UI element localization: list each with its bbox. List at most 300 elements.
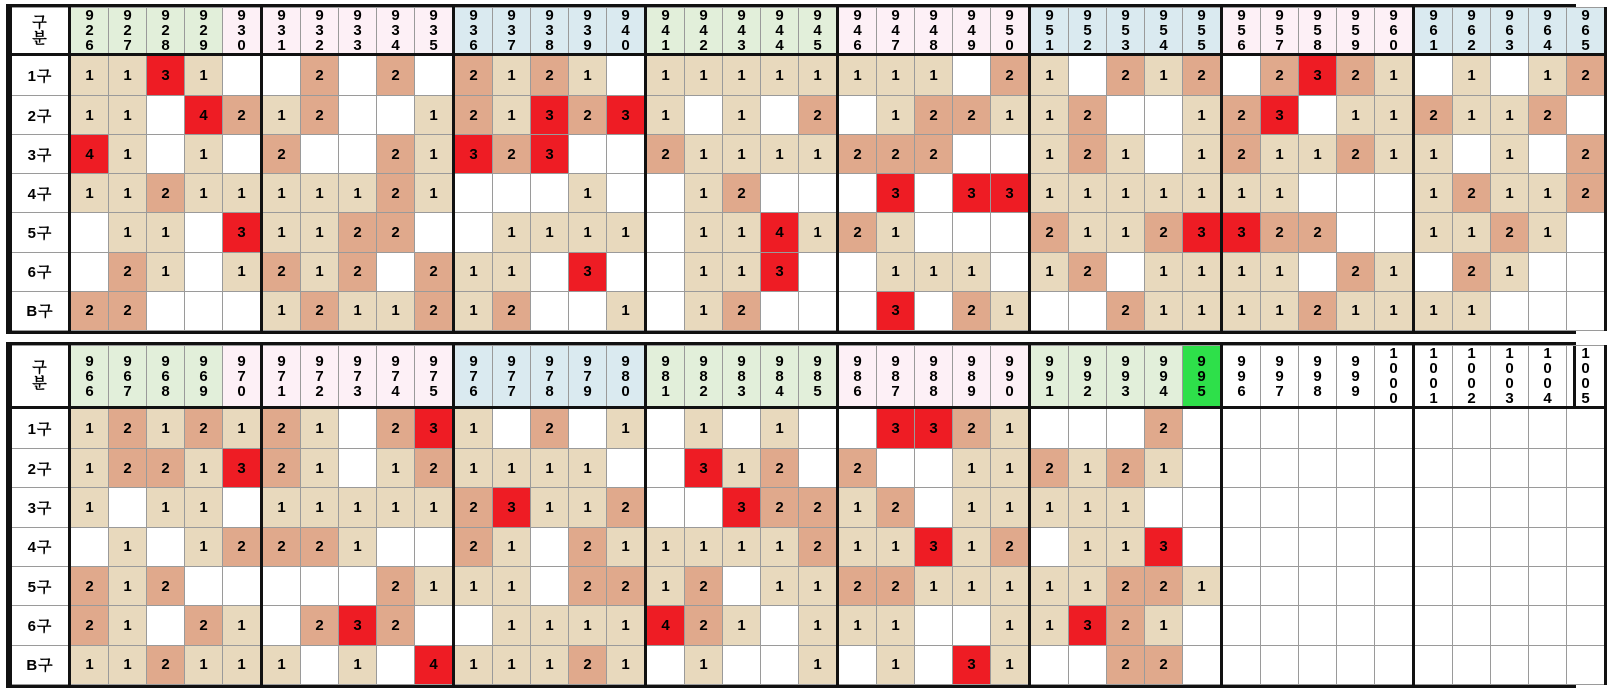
cell-976-6구: [454, 606, 493, 645]
column-header-928: [147, 8, 185, 55]
cell-930-B구: [223, 291, 262, 330]
cell-974-2구: 1: [377, 449, 415, 488]
column-header-digit: 0: [237, 37, 246, 54]
cell-975-6구: [415, 606, 454, 645]
cell-1002-3구: [1453, 488, 1491, 527]
cell-982-4구: 1: [685, 527, 723, 566]
cell-993-3구: 1: [1107, 488, 1145, 527]
cell-969-B구: 1: [185, 645, 223, 684]
cell-962-2구: 1: [1453, 95, 1491, 134]
table-row: [11, 449, 1606, 488]
cell-933-2구: [339, 95, 377, 134]
cell-989-6구: [953, 606, 991, 645]
cell-968-6구: [147, 606, 185, 645]
column-header-digit: 9: [1237, 352, 1246, 370]
column-header-digit: 3: [1121, 37, 1130, 54]
column-header-956: [1222, 8, 1261, 55]
column-header-983: [723, 346, 761, 408]
cell-979-B구: 2: [569, 645, 607, 684]
column-header-digit: 1: [1389, 345, 1398, 362]
column-header-digit: 9: [429, 352, 438, 370]
column-header-digit: 8: [929, 382, 938, 400]
column-header-digit: 3: [507, 22, 516, 39]
cell-1000-4구: [1375, 527, 1414, 566]
column-header-972: [301, 346, 339, 408]
cell-939-B구: [569, 291, 607, 330]
cell-936-4구: [454, 174, 493, 213]
column-header-digit: 9: [1275, 352, 1284, 370]
column-header-digit: 9: [583, 382, 592, 400]
row-label-1구: 1구: [11, 408, 70, 449]
cell-932-1구: 2: [301, 55, 339, 96]
cell-1000-3구: [1375, 488, 1414, 527]
column-header-digit: 9: [661, 7, 670, 24]
column-header-digit: 1: [1429, 37, 1438, 54]
column-header-digit: 9: [507, 352, 516, 370]
cell-973-1구: [339, 408, 377, 449]
table-body-top: [11, 55, 1606, 331]
cell-953-1구: 2: [1107, 55, 1145, 96]
column-header-digit: 9: [199, 37, 208, 54]
cell-987-4구: 1: [877, 527, 915, 566]
cell-972-4구: 2: [301, 527, 339, 566]
cell-998-4구: [1299, 527, 1337, 566]
cell-956-4구: 1: [1222, 174, 1261, 213]
column-header-digit: 8: [929, 367, 938, 385]
cell-949-3구: [953, 135, 991, 174]
column-header-digit: 4: [621, 22, 630, 39]
cell-973-6구: 3: [339, 606, 377, 645]
cell-958-5구: 2: [1299, 213, 1337, 252]
cell-970-1구: 1: [223, 408, 262, 449]
table-row: [11, 527, 1606, 566]
cell-960-1구: 1: [1375, 55, 1414, 96]
column-header-digit: 2: [123, 22, 132, 39]
corner-header-line2: 분: [32, 375, 48, 392]
cell-1003-2구: [1491, 449, 1529, 488]
column-header-929: [185, 8, 223, 55]
table-row: [11, 213, 1606, 252]
cell-963-4구: 1: [1491, 174, 1529, 213]
cell-990-3구: 1: [991, 488, 1030, 527]
cell-1001-3구: [1414, 488, 1453, 527]
cell-985-5구: 1: [799, 567, 838, 606]
cell-938-4구: [531, 174, 569, 213]
cell-967-4구: 1: [109, 527, 147, 566]
cell-930-2구: 2: [223, 95, 262, 134]
cell-1004-B구: [1529, 645, 1567, 684]
column-header-980: [607, 346, 646, 408]
cell-988-5구: 1: [915, 567, 953, 606]
cell-948-2구: 2: [915, 95, 953, 134]
column-header-digit: 6: [469, 37, 478, 54]
cell-940-3구: [607, 135, 646, 174]
column-header-digit: 9: [1045, 352, 1054, 370]
cell-954-B구: 1: [1145, 291, 1183, 330]
cell-998-6구: [1299, 606, 1337, 645]
cell-926-B구: 2: [70, 291, 109, 330]
cell-997-1구: [1261, 408, 1299, 449]
cell-931-4구: 1: [262, 174, 301, 213]
column-header-932: [301, 8, 339, 55]
column-header-digit: 7: [507, 382, 516, 400]
cell-1003-B구: [1491, 645, 1529, 684]
cell-953-2구: [1107, 95, 1145, 134]
cell-985-3구: 2: [799, 488, 838, 527]
column-header-digit: 5: [1581, 390, 1590, 407]
column-header-digit: 9: [199, 352, 208, 370]
cell-932-2구: 2: [301, 95, 339, 134]
cell-927-4구: 1: [109, 174, 147, 213]
column-header-949: [953, 8, 991, 55]
cell-967-B구: 1: [109, 645, 147, 684]
cell-927-5구: 1: [109, 213, 147, 252]
cell-978-B구: 1: [531, 645, 569, 684]
column-header-digit: 7: [583, 367, 592, 385]
column-header-digit: 9: [1045, 7, 1054, 24]
column-header-digit: 1: [1045, 37, 1054, 54]
cell-953-6구: [1107, 252, 1145, 291]
cell-986-2구: 2: [838, 449, 877, 488]
cell-955-4구: 1: [1183, 174, 1222, 213]
cell-977-1구: [493, 408, 531, 449]
cell-975-5구: 1: [415, 567, 454, 606]
column-header-992: [1069, 346, 1107, 408]
column-header-digit: 9: [1237, 7, 1246, 24]
column-header-digit: 4: [661, 22, 670, 39]
column-header-digit: 5: [813, 37, 822, 54]
cell-985-B구: 1: [799, 645, 838, 684]
cell-988-2구: [915, 449, 953, 488]
cell-936-6구: 1: [454, 252, 493, 291]
cell-961-1구: [1414, 55, 1453, 96]
cell-993-1구: [1107, 408, 1145, 449]
column-header-digit: 9: [237, 7, 246, 24]
cell-993-6구: 2: [1107, 606, 1145, 645]
cell-987-B구: 1: [877, 645, 915, 684]
cell-938-5구: 1: [531, 213, 569, 252]
cell-963-1구: [1491, 55, 1529, 96]
cell-943-6구: 1: [723, 252, 761, 291]
cell-928-5구: 1: [147, 213, 185, 252]
cell-979-2구: 1: [569, 449, 607, 488]
cell-929-1구: 1: [185, 55, 223, 96]
cell-976-4구: 2: [454, 527, 493, 566]
cell-1001-1구: [1414, 408, 1453, 449]
cell-942-6구: 1: [685, 252, 723, 291]
cell-1001-2구: [1414, 449, 1453, 488]
cell-1000-6구: [1375, 606, 1414, 645]
cell-969-6구: 2: [185, 606, 223, 645]
cell-983-B구: [723, 645, 761, 684]
column-header-digit: 9: [1121, 352, 1130, 370]
cell-941-2구: 1: [646, 95, 685, 134]
column-header-1002: [1453, 346, 1491, 408]
cell-995-B구: [1183, 645, 1222, 684]
column-header-digit: 9: [1197, 352, 1206, 370]
column-header-995: [1183, 346, 1222, 408]
column-header-digit: 0: [1429, 360, 1438, 377]
column-header-digit: 9: [1505, 7, 1514, 24]
column-header-990: [991, 346, 1030, 408]
column-header-digit: 9: [391, 352, 400, 370]
cell-1005-1구: [1567, 408, 1606, 449]
cell-976-1구: 1: [454, 408, 493, 449]
column-header-digit: 4: [967, 22, 976, 39]
cell-939-3구: [569, 135, 607, 174]
column-header-digit: 1: [277, 382, 286, 400]
column-header-digit: 9: [1351, 7, 1360, 24]
cell-988-B구: [915, 645, 953, 684]
row-label-4구: 4구: [11, 527, 70, 566]
row-label-2구: 2구: [11, 449, 70, 488]
column-header-digit: 8: [929, 37, 938, 54]
cell-1004-1구: [1529, 408, 1567, 449]
cell-969-1구: 2: [185, 408, 223, 449]
cell-952-1구: [1069, 55, 1107, 96]
cell-987-6구: 1: [877, 606, 915, 645]
cell-929-2구: 4: [185, 95, 223, 134]
cell-934-B구: 1: [377, 291, 415, 330]
cell-1001-5구: [1414, 567, 1453, 606]
cell-932-6구: 1: [301, 252, 339, 291]
cell-941-B구: [646, 291, 685, 330]
cell-940-1구: [607, 55, 646, 96]
cell-987-5구: 2: [877, 567, 915, 606]
column-header-digit: 9: [1313, 352, 1322, 370]
cell-959-B구: 1: [1337, 291, 1375, 330]
cell-944-B구: [761, 291, 799, 330]
column-header-digit: 9: [1083, 352, 1092, 370]
cell-945-5구: 1: [799, 213, 838, 252]
column-header-digit: 7: [429, 367, 438, 385]
cell-997-5구: [1261, 567, 1299, 606]
row-label-6구: 6구: [11, 606, 70, 645]
cell-928-6구: 1: [147, 252, 185, 291]
cell-984-1구: 1: [761, 408, 799, 449]
cell-947-6구: 1: [877, 252, 915, 291]
column-header-digit: 8: [661, 367, 670, 385]
row-label-4구: 4구: [11, 174, 70, 213]
number-frequency-table-top: [9, 7, 1607, 331]
cell-1005-4구: [1567, 527, 1606, 566]
table-panel-bottom: [6, 342, 1590, 688]
column-header-998: [1299, 346, 1337, 408]
cell-926-3구: 4: [70, 135, 109, 174]
cell-1005-2구: [1567, 449, 1606, 488]
cell-970-B구: 1: [223, 645, 262, 684]
column-header-digit: 8: [775, 367, 784, 385]
column-header-934: [377, 8, 415, 55]
cell-979-6구: 1: [569, 606, 607, 645]
cell-951-6구: 1: [1030, 252, 1069, 291]
cell-957-3구: 1: [1261, 135, 1299, 174]
column-header-digit: 4: [1543, 37, 1552, 54]
cell-986-5구: 2: [838, 567, 877, 606]
column-header-digit: 5: [1351, 22, 1360, 39]
column-header-965: [1567, 8, 1606, 55]
cell-977-6구: 1: [493, 606, 531, 645]
cell-996-5구: [1222, 567, 1261, 606]
cell-993-4구: 1: [1107, 527, 1145, 566]
column-header-digit: 9: [199, 382, 208, 400]
cell-967-3구: [109, 488, 147, 527]
cell-966-5구: 2: [70, 567, 109, 606]
column-header-digit: 6: [85, 382, 94, 400]
cell-945-3구: 1: [799, 135, 838, 174]
cell-966-B구: 1: [70, 645, 109, 684]
column-header-955: [1183, 8, 1222, 55]
cell-976-5구: 1: [454, 567, 493, 606]
column-header-digit: 9: [1005, 352, 1014, 370]
cell-968-1구: 1: [147, 408, 185, 449]
cell-1003-1구: [1491, 408, 1529, 449]
cell-959-6구: 2: [1337, 252, 1375, 291]
cell-1001-B구: [1414, 645, 1453, 684]
cell-1000-B구: [1375, 645, 1414, 684]
cell-977-B구: 1: [493, 645, 531, 684]
cell-972-2구: 1: [301, 449, 339, 488]
cell-972-1구: 1: [301, 408, 339, 449]
cell-937-3구: 2: [493, 135, 531, 174]
cell-944-1구: 1: [761, 55, 799, 96]
cell-996-3구: [1222, 488, 1261, 527]
cell-983-1구: [723, 408, 761, 449]
column-header-digit: 9: [1045, 367, 1054, 385]
cell-960-4구: [1375, 174, 1414, 213]
column-header-digit: 7: [123, 382, 132, 400]
column-header-digit: 2: [85, 22, 94, 39]
cell-953-4구: 1: [1107, 174, 1145, 213]
column-header-digit: 6: [1543, 22, 1552, 39]
cell-960-5구: [1375, 213, 1414, 252]
column-header-941: [646, 8, 685, 55]
column-header-935: [415, 8, 454, 55]
cell-960-2구: 1: [1375, 95, 1414, 134]
cell-949-6구: 1: [953, 252, 991, 291]
cell-945-B구: [799, 291, 838, 330]
cell-943-2구: 1: [723, 95, 761, 134]
cell-946-4구: [838, 174, 877, 213]
cell-994-4구: 3: [1145, 527, 1183, 566]
column-header-digit: 7: [507, 367, 516, 385]
column-header-digit: 9: [967, 7, 976, 24]
column-header-940: [607, 8, 646, 55]
cell-996-1구: [1222, 408, 1261, 449]
cell-964-2구: 2: [1529, 95, 1567, 134]
cell-932-5구: 1: [301, 213, 339, 252]
cell-978-5구: [531, 567, 569, 606]
cell-1002-5구: [1453, 567, 1491, 606]
cell-980-2구: [607, 449, 646, 488]
corner-header-line1: 구: [32, 13, 48, 31]
column-header-digit: 1: [1581, 345, 1590, 362]
cell-935-5구: [415, 213, 454, 252]
cell-984-3구: 2: [761, 488, 799, 527]
cell-939-2구: 2: [569, 95, 607, 134]
cell-978-6구: 1: [531, 606, 569, 645]
cell-991-B구: [1030, 645, 1069, 684]
cell-976-B구: 1: [454, 645, 493, 684]
cell-993-5구: 2: [1107, 567, 1145, 606]
column-header-978: [531, 346, 569, 408]
cell-984-5구: 1: [761, 567, 799, 606]
cell-986-B구: [838, 645, 877, 684]
column-header-948: [915, 8, 953, 55]
column-header-digit: 3: [469, 22, 478, 39]
column-header-digit: 9: [237, 352, 246, 370]
cell-977-2구: 1: [493, 449, 531, 488]
cell-943-3구: 1: [723, 135, 761, 174]
column-header-950: [991, 8, 1030, 55]
cell-969-5구: [185, 567, 223, 606]
cell-939-6구: 3: [569, 252, 607, 291]
column-header-987: [877, 346, 915, 408]
cell-982-2구: 3: [685, 449, 723, 488]
column-header-digit: 7: [277, 367, 286, 385]
cell-991-4구: [1030, 527, 1069, 566]
cell-955-B구: 1: [1183, 291, 1222, 330]
cell-996-6구: [1222, 606, 1261, 645]
cell-989-4구: 1: [953, 527, 991, 566]
column-header-digit: 7: [1275, 37, 1284, 54]
cell-946-1구: 1: [838, 55, 877, 96]
cell-929-3구: 1: [185, 135, 223, 174]
cell-950-2구: 1: [991, 95, 1030, 134]
cell-940-5구: 1: [607, 213, 646, 252]
cell-986-6구: 1: [838, 606, 877, 645]
column-header-digit: 9: [123, 7, 132, 24]
cell-958-2구: [1299, 95, 1337, 134]
cell-964-1구: 1: [1529, 55, 1567, 96]
cell-970-2구: 3: [223, 449, 262, 488]
cell-975-4구: [415, 527, 454, 566]
column-header-digit: 0: [1505, 360, 1514, 377]
table-header-bottom: [11, 346, 1606, 408]
cell-958-3구: 1: [1299, 135, 1337, 174]
cell-962-4구: 2: [1453, 174, 1491, 213]
cell-941-1구: 1: [646, 55, 685, 96]
column-header-digit: 6: [1581, 22, 1590, 39]
column-header-digit: 9: [1237, 367, 1246, 385]
cell-1003-4구: [1491, 527, 1529, 566]
cell-1004-3구: [1529, 488, 1567, 527]
cell-946-B구: [838, 291, 877, 330]
column-header-digit: 6: [161, 367, 170, 385]
cell-933-B구: 1: [339, 291, 377, 330]
cell-995-3구: [1183, 488, 1222, 527]
cell-957-1구: 2: [1261, 55, 1299, 96]
cell-971-1구: 2: [262, 408, 301, 449]
column-header-977: [493, 346, 531, 408]
column-header-digit: 4: [1543, 390, 1552, 407]
column-header-digit: 9: [813, 7, 822, 24]
cell-959-5구: [1337, 213, 1375, 252]
cell-958-1구: 3: [1299, 55, 1337, 96]
column-header-982: [685, 346, 723, 408]
cell-971-6구: [262, 606, 301, 645]
cell-951-5구: 2: [1030, 213, 1069, 252]
cell-994-B구: 2: [1145, 645, 1183, 684]
column-header-digit: 4: [775, 22, 784, 39]
column-header-digit: 2: [1083, 382, 1092, 400]
column-header-digit: 5: [1237, 22, 1246, 39]
column-header-digit: 8: [813, 367, 822, 385]
column-header-digit: 3: [277, 22, 286, 39]
cell-973-3구: 1: [339, 488, 377, 527]
cell-942-3구: 1: [685, 135, 723, 174]
cell-997-B구: [1261, 645, 1299, 684]
